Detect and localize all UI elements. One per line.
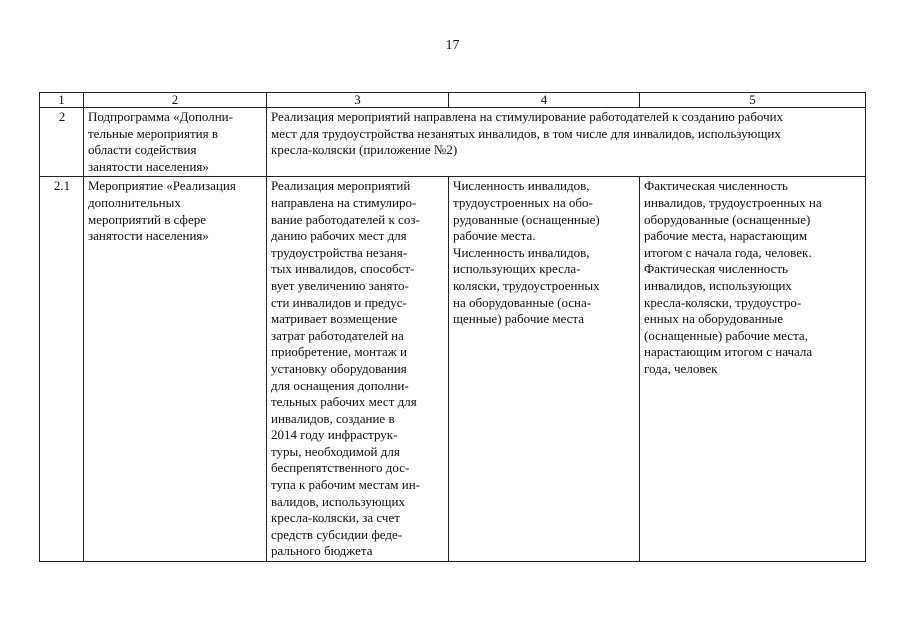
- header-cell: 1: [40, 93, 84, 108]
- text-line: енных на оборудованные: [644, 311, 784, 327]
- text-line: оборудованные (оснащенные): [644, 211, 811, 227]
- text-line: итогом с начала года, человек.: [644, 244, 812, 260]
- subprogram-description: [267, 108, 866, 177]
- text-line: инвалидов, трудоустроенных на: [644, 194, 822, 210]
- measure-results: [640, 177, 866, 562]
- text-line: инвалидов, использующих: [644, 277, 792, 293]
- row-number: 2: [40, 108, 84, 177]
- text-line: затрат работодателей на: [271, 327, 404, 343]
- text-line: тых инвалидов, способст-: [271, 261, 415, 277]
- text-line: вание работодателей к соз-: [271, 211, 420, 227]
- page-number: 17: [445, 38, 460, 53]
- table-header-row: [40, 93, 866, 108]
- text-line: направлена на стимулиро-: [271, 194, 417, 210]
- text-line: года, человек: [644, 360, 718, 376]
- measure-name: [84, 177, 267, 562]
- text-line: использующих кресла-: [453, 261, 581, 277]
- header-cell: 3: [267, 93, 449, 108]
- text-line: инвалидов, создание в: [271, 410, 395, 426]
- text-line: средств субсидии феде-: [271, 526, 403, 542]
- text-line: данию рабочих мест для: [271, 228, 407, 244]
- text-line: нарастающим итогом с начала: [644, 344, 813, 360]
- text-line: дополнительных: [88, 194, 181, 210]
- text-line: Реализация мероприятий направлена на стимулирование работодателей к созданию рабочих: [271, 109, 784, 124]
- text-line: мест для трудоустройства незанятых инвалидов, в том числе для инвалидов, использующих: [271, 125, 781, 141]
- header-cell: 2: [84, 93, 267, 108]
- text-line: Реализация мероприятий: [271, 178, 411, 194]
- text-line: трудоустроенных на обо-: [453, 194, 593, 210]
- program-table: [39, 92, 866, 562]
- text-line: тупа к рабочим местам ин-: [271, 477, 420, 493]
- text-line: Фактическая численность: [644, 261, 788, 277]
- measure-indicators: [449, 177, 640, 562]
- text-line: установку оборудования: [271, 360, 407, 376]
- text-line: Численность инвалидов,: [453, 178, 590, 194]
- text-line: рабочие места.: [453, 228, 536, 244]
- subprogram-row: [40, 108, 866, 177]
- text-line: 2014 году инфраструк-: [271, 427, 398, 443]
- row-number: 2.1: [40, 177, 84, 562]
- text-line: занятости населения»: [88, 228, 209, 244]
- text-line: Мероприятие «Реализация: [88, 178, 236, 194]
- text-line: валидов, использующих: [271, 493, 406, 509]
- text-line: Фактическая численность: [644, 178, 788, 194]
- text-line: на оборудованные (осна-: [453, 294, 592, 310]
- text-line: туры, необходимой для: [271, 443, 400, 459]
- text-line: кресла-коляски (приложение №2): [271, 142, 458, 158]
- text-line: (оснащенные) рабочие места,: [644, 327, 808, 343]
- text-line: Подпрограмма «Дополни-: [88, 109, 233, 124]
- text-line: рудованные (оснащенные): [453, 211, 600, 227]
- subprogram-name: [84, 108, 267, 177]
- text-line: приобретение, монтаж и: [271, 344, 407, 360]
- text-line: беспрепятственного дос-: [271, 460, 410, 476]
- text-line: матривает возмещение: [271, 311, 398, 327]
- text-line: рального бюджета: [271, 543, 373, 559]
- text-line: сти инвалидов и предус-: [271, 294, 407, 310]
- text-line: кресла-коляски, трудоустро-: [644, 294, 802, 310]
- measure-description: [267, 177, 449, 562]
- text-line: трудоустройства незаня-: [271, 244, 408, 260]
- text-line: вует увеличению занято-: [271, 277, 409, 293]
- text-line: занятости населения»: [88, 158, 209, 174]
- text-line: кресла-коляски, за счет: [271, 510, 400, 526]
- text-line: рабочие места, нарастающим: [644, 228, 808, 244]
- header-cell: 5: [640, 93, 866, 108]
- measure-row: [40, 177, 866, 562]
- text-line: щенные) рабочие места: [453, 311, 585, 327]
- text-line: коляски, трудоустроенных: [453, 277, 600, 293]
- text-line: тельные мероприятия в: [88, 125, 218, 141]
- text-line: для оснащения дополни-: [271, 377, 409, 393]
- text-line: области содействия: [88, 142, 197, 158]
- text-line: тельных рабочих мест для: [271, 394, 417, 410]
- header-cell: 4: [449, 93, 640, 108]
- text-line: мероприятий в сфере: [88, 211, 207, 227]
- text-line: Численность инвалидов,: [453, 244, 590, 260]
